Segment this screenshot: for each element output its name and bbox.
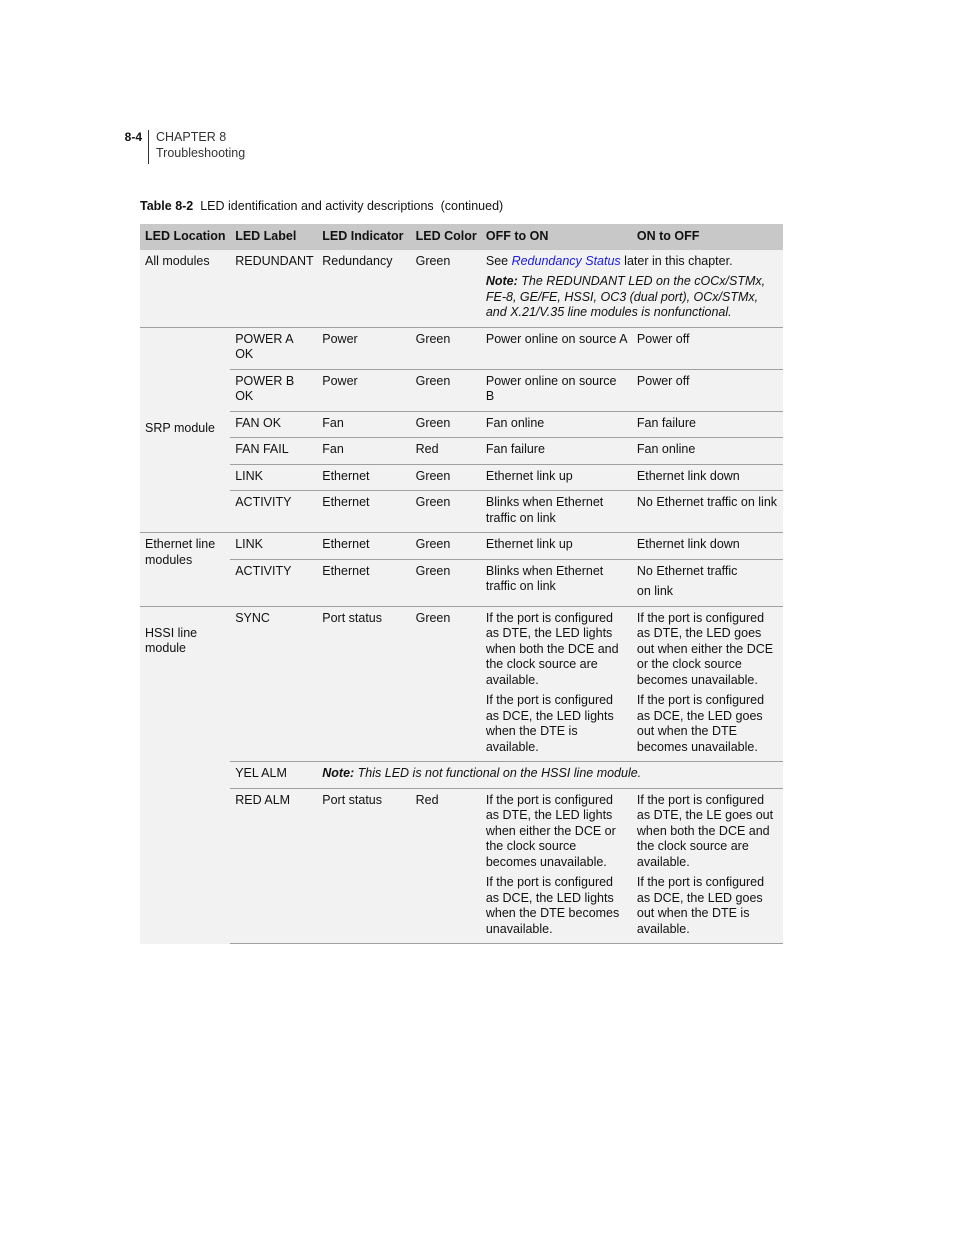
column-header: OFF to ON: [481, 224, 632, 250]
table-row: [140, 606, 783, 762]
on-to-off-cell: If the port is configured as DTE, the LED goes out when either the DCE or the clock source becomes unavailable. If the port is configured as DCE, the LED goes out when the DTE becomes unavailable.: [632, 606, 783, 762]
description-cell: [481, 250, 783, 328]
label-cell: ACTIVITY: [230, 559, 317, 606]
section-label: Troubleshooting: [156, 145, 246, 160]
table-row: [140, 559, 783, 606]
indicator-cell: Redundancy: [317, 250, 410, 328]
off-to-on-cell: Blinks when Ethernet traffic on link: [481, 559, 632, 606]
color-cell: Red: [411, 788, 481, 944]
column-header: LED Location: [140, 224, 230, 250]
off-to-on-cell: Fan online: [481, 411, 632, 438]
color-cell: Green: [411, 250, 481, 328]
on-to-off-cell: Ethernet link down: [632, 533, 783, 560]
indicator-cell: Ethernet: [317, 559, 410, 606]
location-cell: HSSI line module: [140, 606, 230, 944]
header-divider: [148, 130, 149, 164]
note-text: The REDUNDANT LED on the cOCx/STMx, FE-8, GE/FE, HSSI, OC3 (dual port), OCx/STMx, and X.21/V.35 line modules is nonfunctional.: [485, 274, 766, 319]
table-caption: [140, 199, 503, 213]
indicator-cell: Fan: [317, 411, 410, 438]
label-cell: YEL ALM: [230, 762, 317, 789]
indicator-cell: Power: [317, 327, 410, 369]
on-to-off-cell: Ethernet link down: [632, 464, 783, 491]
off-to-on-cell: Fan failure: [481, 438, 632, 465]
label-cell: FAN FAIL: [230, 438, 317, 465]
table-caption-text: LED identification and activity descriptions: [200, 199, 434, 213]
table-caption-label: Table 8-2: [140, 199, 194, 213]
color-cell: Red: [411, 438, 481, 465]
note-label: Note:: [485, 274, 518, 288]
note-text: This LED is not functional on the HSSI line module.: [354, 766, 642, 780]
page-number: 8-4: [124, 130, 142, 144]
color-cell: Green: [411, 464, 481, 491]
yel-alm-note: [317, 762, 783, 789]
off-to-on-cell: Blinks when Ethernet traffic on link: [481, 491, 632, 533]
indicator-cell: Power: [317, 369, 410, 411]
on-to-off-cell: Fan online: [632, 438, 783, 465]
off-to-on-cell: Power online on source B: [481, 369, 632, 411]
chapter-label: CHAPTER 8: [156, 130, 227, 144]
table-row: [140, 491, 783, 533]
color-cell: Green: [411, 533, 481, 560]
column-header: LED Label: [230, 224, 317, 250]
label-cell: REDUNDANT: [230, 250, 317, 328]
indicator-cell: Port status: [317, 606, 410, 762]
color-cell: Green: [411, 369, 481, 411]
on-to-off-cell: Power off: [632, 327, 783, 369]
redundancy-status-link[interactable]: Redundancy Status: [511, 253, 621, 268]
label-cell: LINK: [230, 533, 317, 560]
column-header: ON to OFF: [632, 224, 783, 250]
on-to-off-cell: Power off: [632, 369, 783, 411]
off-to-on-cell: Ethernet link up: [481, 464, 632, 491]
off-to-on-cell: If the port is configured as DTE, the LED lights when both the DCE and the clock source are available. If the port is configured as DCE, the LED lights when the DTE is available.: [481, 606, 632, 762]
table-row: [140, 250, 783, 328]
table-row: [140, 464, 783, 491]
column-header: LED Color: [411, 224, 481, 250]
table-caption-suffix: (continued): [440, 199, 504, 213]
label-cell: FAN OK: [230, 411, 317, 438]
label-cell: SYNC: [230, 606, 317, 762]
page-header: [120, 130, 245, 164]
table-row: [140, 762, 783, 789]
on-to-off-cell: If the port is configured as DTE, the LE goes out when both the DCE and the clock source are available. If the port is configured as DCE, the LED goes out when the DTE is available.: [632, 788, 783, 944]
color-cell: Green: [411, 327, 481, 369]
table-row: [140, 369, 783, 411]
column-header: LED Indicator: [317, 224, 410, 250]
label-cell: POWER A OK: [230, 327, 317, 369]
redundant-note: [486, 274, 779, 321]
label-cell: POWER B OK: [230, 369, 317, 411]
note-label: Note:: [322, 766, 355, 780]
header-text: [156, 130, 245, 164]
off-to-on-cell: Power online on source A: [481, 327, 632, 369]
table-row: [140, 327, 783, 369]
indicator-cell: Port status: [317, 788, 410, 944]
location-cell: SRP module: [140, 327, 230, 533]
color-cell: Green: [411, 411, 481, 438]
on-to-off-cell: No Ethernet traffic on link: [632, 491, 783, 533]
table-row: [140, 438, 783, 465]
label-cell: ACTIVITY: [230, 491, 317, 533]
on-to-off-cell: No Ethernet traffic on link: [632, 559, 783, 606]
location-cell: All modules: [140, 250, 230, 328]
redundancy-reference: See Redundancy Status later in this chapter.: [485, 253, 733, 268]
label-cell: RED ALM: [230, 788, 317, 944]
color-cell: Green: [411, 559, 481, 606]
led-table: [140, 224, 783, 944]
label-cell: LINK: [230, 464, 317, 491]
table-row: [140, 533, 783, 560]
table-row: [140, 788, 783, 944]
color-cell: Green: [411, 491, 481, 533]
indicator-cell: Ethernet: [317, 533, 410, 560]
location-cell: Ethernet line modules: [140, 533, 230, 607]
off-to-on-cell: If the port is configured as DTE, the LED lights when either the DCE or the clock source becomes unavailable. If the port is configured as DCE, the LED lights when the DTE becomes unavailable.: [481, 788, 632, 944]
off-to-on-cell: Ethernet link up: [481, 533, 632, 560]
table-row: [140, 411, 783, 438]
indicator-cell: Ethernet: [317, 464, 410, 491]
on-to-off-cell: Fan failure: [632, 411, 783, 438]
indicator-cell: Fan: [317, 438, 410, 465]
table-header-row: [140, 224, 783, 250]
indicator-cell: Ethernet: [317, 491, 410, 533]
color-cell: Green: [411, 606, 481, 762]
